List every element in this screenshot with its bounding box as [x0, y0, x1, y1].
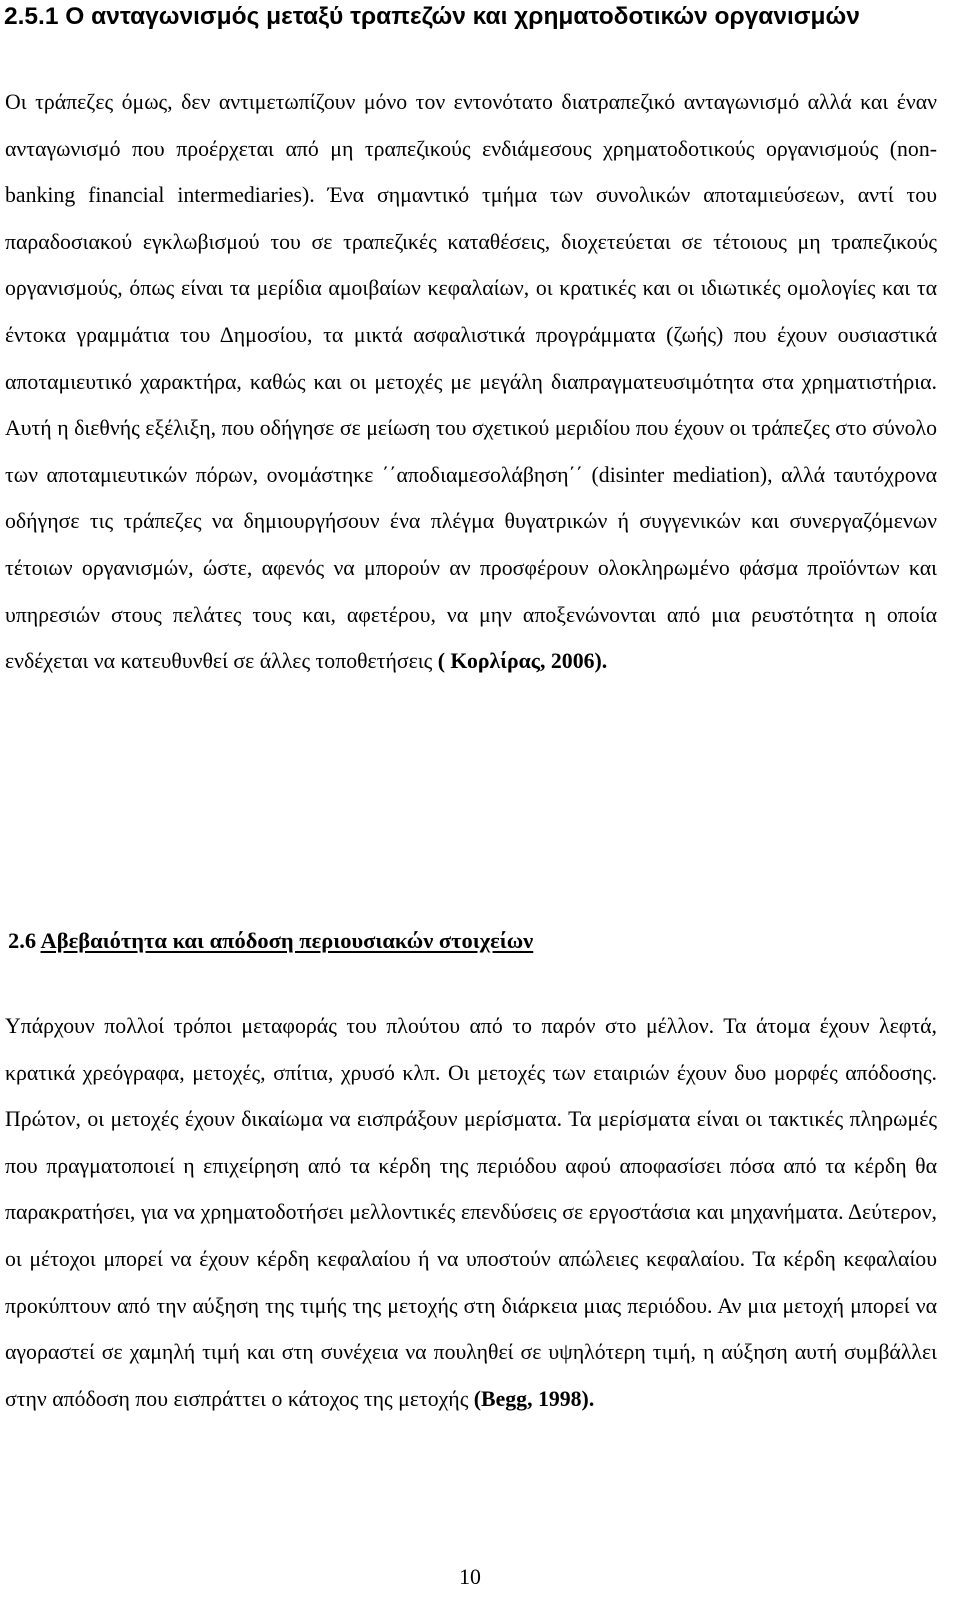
paragraph-text: Οι τράπεζες όμως, δεν αντιμετωπίζουν μόνο τον εντονότατο διατραπεζικό ανταγωνισμό αλλά και έναν ανταγωνισμό που προέρχεται από μη τραπεζικούς ενδιάμεσους χρηματοδοτικούς οργανισμούς (non-banking financial intermediaries). Ένα σημαντικό τμήμα των συνολικών αποταμιεύσεων, αντί του παραδοσιακού εγκλωβισμού του σε τραπεζικές καταθέσεις, διοχετεύεται σε τέτοιους μη τραπεζικούς οργανισμούς, όπως είναι τα μερίδια αμοιβαίων κεφαλαίων, οι κρατικές και οι ιδιωτικές ομολογίες και τα έντοκα γραμμάτια του Δημοσίου, τα μικτά ασφαλιστικά προγράμματα (ζωής) που έχουν ουσιαστικά αποταμιευτικό χαρακτήρα, καθώς και οι μετοχές με μεγάλη διαπραγματευσιμότητα στα χρηματιστήρια. Αυτή η διεθνής εξέλιξη, που οδήγησε σε μείωση του σχετικού μεριδίου που έχουν οι τράπεζες στο σύνολο των αποταμιευτικών πόρων, ονομάστηκε ΄΄αποδιαμεσολάβηση΄΄ (disinter mediation), αλλά ταυτόχρονα οδήγησε τις τράπεζες να δημιουργήσουν ένα πλέγμα θυγατρικών ή συγγενικών και συνεργαζόμενων τέτοιων οργανισμών, ώστε, αφενός να μπορούν αν προσφέρουν ολοκληρωμένο φάσμα προϊόντων και υπηρεσιών στους πελάτες τους και, αφετέρου, να μην αποξενώνονται από μια ρευστότητα η οποία ενδέχεται να κατευθυνθεί σε άλλες τοποθετήσεις [5, 90, 937, 674]
section-heading-2-5-1: 2.5.1 Ο ανταγωνισμός μεταξύ τραπεζών και χρηματοδοτικών οργανισμών [4, 3, 860, 30]
page-number: 10 [459, 1565, 481, 1589]
paragraph-text: Υπάρχουν πολλοί τρόποι μεταφοράς του πλούτου από το παρόν στο μέλλον. Τα άτομα έχουν λεφτά, κρατικά χρεόγραφα, μετοχές, σπίτια, χρυσό κλπ. Οι μετοχές των εταιριών έχουν δυο μορφές απόδοσης. Πρώτον, οι μετοχές έχουν δικαίωμα να εισπράξουν μερίσματα. Τα μερίσματα είναι οι τακτικές πληρωμές που πραγματοποιεί η επιχείρηση από τα κέρδη της περιόδου αφού αποφασίσει πόσα από τα κέρδη θα παρακρατήσει, για να χρηματοδοτήσει μελλοντικές επενδύσεις σε εργοστάσια και μηχανήματα. Δεύτερον, οι μέτοχοι μπορεί να έχουν κέρδη κεφαλαίου ή να υποστούν απώλειες κεφαλαίου. Τα κέρδη κεφαλαίου προκύπτουν από την αύξηση της τιμής της μετοχής στη διάρκεια μιας περιόδου. Αν μια μετοχή μπορεί να αγοραστεί σε χαμηλή τιμή και στη συνέχεια να πουληθεί σε υψηλότερη τιμή, η αύξηση αυτή συμβάλλει στην απόδοση που εισπράττει ο κάτοχος της μετοχής [5, 1014, 937, 1411]
citation: ( Κορλίρας, 2006). [437, 649, 608, 674]
section-number: 2.6 [8, 928, 37, 953]
section-2-6-paragraph [5, 1003, 937, 1422]
section-title: Αβεβαιότητα και απόδοση περιουσιακών στοιχείων [40, 928, 534, 953]
section-heading-2-6 [8, 924, 533, 958]
citation: (Begg, 1998). [473, 1386, 595, 1411]
section-2-5-1-paragraph [5, 79, 937, 685]
